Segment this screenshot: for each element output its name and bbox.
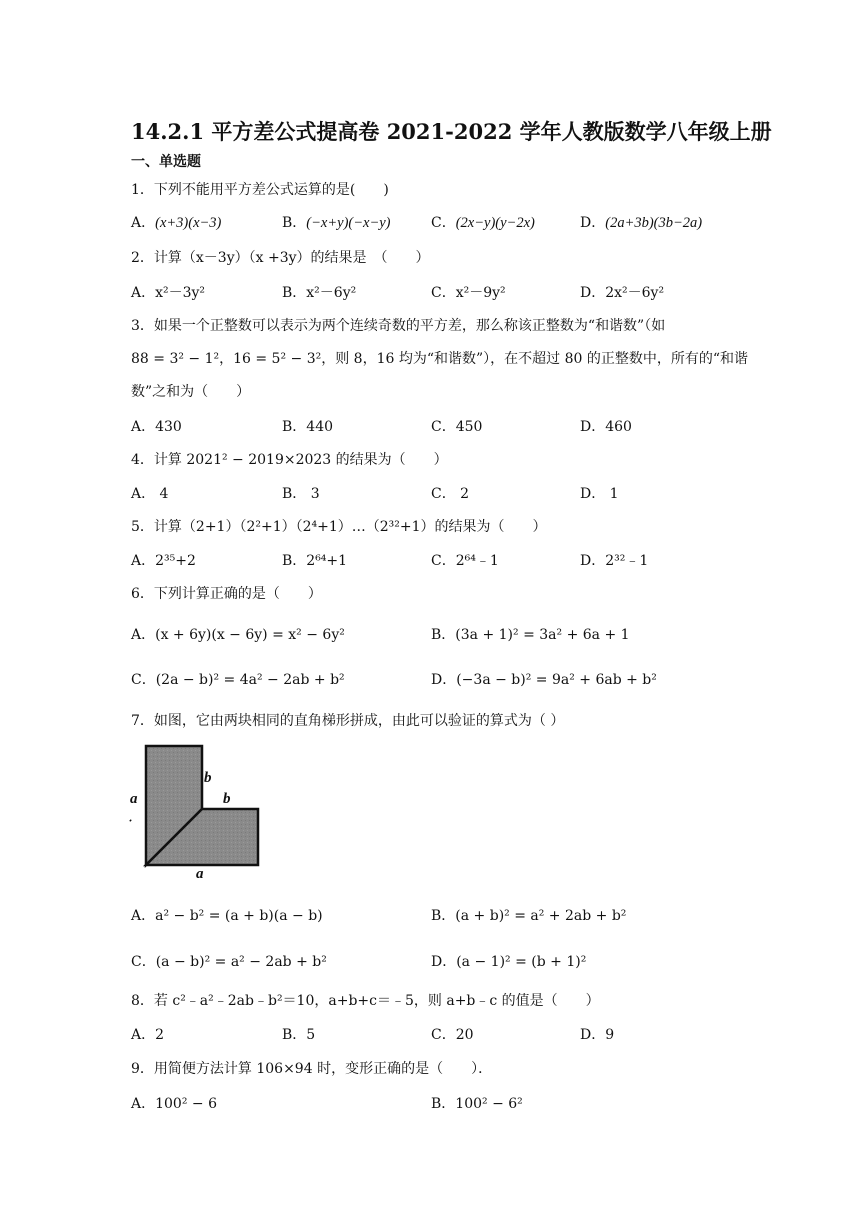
q6-option-a: A．(x + 6y)(x − 6y) = x² − 6y² bbox=[131, 627, 345, 643]
question-2-stem: 2．计算（x－3y）（x +3y）的结果是 （ ） bbox=[131, 250, 430, 266]
question-1-stem: 1．下列不能用平方差公式运算的是( ) bbox=[131, 182, 389, 198]
q7-option-c: C．(a − b)² = a² − 2ab + b² bbox=[131, 954, 327, 970]
fig-label-a-left: a bbox=[130, 791, 138, 807]
q9-option-a: A．100² − 6 bbox=[131, 1096, 217, 1112]
q3-option-a: A．430 bbox=[131, 419, 182, 435]
q8-option-c: C．20 bbox=[431, 1027, 474, 1043]
question-6-stem: 6．下列计算正确的是（ ） bbox=[131, 586, 322, 602]
q2-option-c: C．x²－9y² bbox=[431, 285, 506, 301]
question-8-stem: 8．若 c²﹣a²﹣2ab﹣b²＝10，a+b+c＝﹣5，则 a+b﹣c 的值是（ ） bbox=[131, 993, 600, 1009]
q7-option-b: B．(a + b)² = a² + 2ab + b² bbox=[431, 908, 627, 924]
q8-option-a: A．2 bbox=[131, 1027, 165, 1043]
fig-label-a-bottom: a bbox=[196, 866, 204, 880]
trapezoid-figure bbox=[126, 740, 271, 880]
q2-option-d: D．2x²－6y² bbox=[580, 285, 665, 301]
q7-option-d: D．(a − 1)² = (b + 1)² bbox=[431, 954, 587, 970]
q6-option-d: D．(−3a − b)² = 9a² + 6ab + b² bbox=[431, 672, 657, 688]
q4-option-d: D． 1 bbox=[580, 486, 619, 502]
q6-option-b: B．(3a + 1)² = 3a² + 6a + 1 bbox=[431, 627, 630, 643]
question-4-stem: 4．计算 2021² − 2019×2023 的结果为（ ） bbox=[131, 452, 448, 468]
q7-option-a: A．a² − b² = (a + b)(a − b) bbox=[131, 908, 323, 924]
q5-option-d: D．2³²﹣1 bbox=[580, 553, 649, 569]
q4-option-c: C． 2 bbox=[431, 486, 470, 502]
q9-option-b: B．100² − 6² bbox=[431, 1096, 523, 1112]
q5-option-b: B．2⁶⁴+1 bbox=[282, 553, 348, 569]
fig-label-b-right: b bbox=[223, 791, 231, 807]
fig-label-b-upper: b bbox=[204, 770, 212, 786]
q1-option-b: B．(−x+y)(−x−y) bbox=[282, 215, 391, 231]
q3-option-c: C．450 bbox=[431, 419, 483, 435]
question-9-stem: 9．用简便方法计算 106×94 时，变形正确的是（ ）． bbox=[131, 1061, 493, 1077]
q1-option-a: A．(x+3)(x−3) bbox=[131, 215, 222, 231]
q4-option-a: A． 4 bbox=[131, 486, 169, 502]
q2-option-a: A．x²－3y² bbox=[131, 285, 206, 301]
q1-option-c: C．(2x−y)(y−2x) bbox=[431, 215, 535, 231]
question-3-stem-line1: 3．如果一个正整数可以表示为两个连续奇数的平方差，那么称该正整数为“和谐数”（如 bbox=[131, 318, 666, 334]
q6-option-c: C．(2a − b)² = 4a² − 2ab + b² bbox=[131, 672, 345, 688]
q8-option-d: D．9 bbox=[580, 1027, 615, 1043]
q1-option-d: D．(2a+3b)(3b−2a) bbox=[580, 215, 703, 231]
q5-option-c: C．2⁶⁴﹣1 bbox=[431, 553, 499, 569]
q3-option-b: B．440 bbox=[282, 419, 334, 435]
q8-option-b: B．5 bbox=[282, 1027, 316, 1043]
question-5-stem: 5．计算（2+1）（2²+1）（2⁴+1）…（2³²+1）的结果为（ ） bbox=[131, 519, 547, 535]
q2-option-b: B．x²－6y² bbox=[282, 285, 357, 301]
q3-option-d: D．460 bbox=[580, 419, 632, 435]
section-heading: 一、单选题 bbox=[131, 154, 201, 170]
question-7-stem: 7．如图，它由两块相同的直角梯形拼成，由此可以验证的算式为（ ） bbox=[131, 713, 565, 729]
question-3-stem-line3: 数”之和为（ ） bbox=[131, 384, 251, 400]
q5-option-a: A．2³⁵+2 bbox=[131, 553, 196, 569]
page-title: 14.2.1 平方差公式提高卷 2021-2022 学年人教版数学八年级上册 bbox=[131, 119, 772, 144]
q4-option-b: B． 3 bbox=[282, 486, 320, 502]
question-3-stem-line2: 88 = 3² − 1²，16 = 5² − 3²，则 8，16 均为“和谐数”），在不超过 80 的正整数中，所有的“和谐 bbox=[131, 351, 749, 367]
